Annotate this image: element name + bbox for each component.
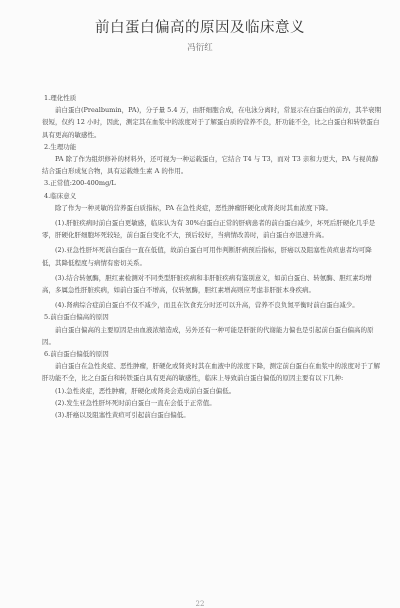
paragraph: 除了作为一种灵敏的营养蛋白质指标，PA 在急性炎症，恶性肿瘤肝硬化或肾炎时其血浓度下降。: [55, 203, 333, 212]
list-item: (2).发生亚急性肝坏死时前白蛋白一直在会低于正常值。: [55, 398, 216, 407]
list-item: (4).肾病综合症前白蛋白不仅不减少，而且在饮食充分时还可以升高，营养不良负氮平衡时前白蛋白减少。: [55, 301, 359, 310]
paragraph: 前白蛋白(Prealbumin，PA)，分子量 5.4 万，由肝细胞合成，在电泳分离时，常显示在白蛋白的前方，其半衰期很短，仅约 12 小时，因此，测定其在血浆中的浓度对于了解蛋白质的营养不良，肝功能不全，比之白蛋白和转铁蛋白具有更高的敏感性。: [42, 106, 382, 139]
list-item: (3).肝癌以及阻塞性黄疸可引起前白蛋白偏低。: [55, 411, 190, 420]
paragraph: 前白蛋白在急性炎症、恶性肿瘤，肝硬化或肾炎时其在血液中的浓度下降，测定前白蛋白在血浆中的浓度对于了解肝功能不全，比之白蛋白和转铁蛋白具有更高的敏感性，临床上导致前白蛋白偏低的原因主要有以下几种:: [42, 362, 380, 383]
list-item: (3).结合转氨酶，胆红素检测对不同类型肝脏疾病和非肝脏疾病有鉴别意义，如前白蛋白、转氨酶、胆红素均增高，多属急性肝脏疾病，如前白蛋白不增高，仅转氨酶，胆红素增高则应考虑非肝脏本身疾病。: [42, 273, 372, 295]
section-heading-normal-value: 3.正常值:200-400mg/L: [44, 179, 116, 188]
list-item: (2).亚急性肝坏死前白蛋白一直在低值，故前白蛋白可用作判断肝病预后指标，肝癌以及阻塞性黄疸患者均可降低，其降低程度与病情有密切关系。: [42, 246, 372, 267]
section-heading-function: 2.生理功能: [44, 142, 77, 151]
paragraph: PA 除了作为组织修补的材料外，还可视为一种运载蛋白，它结合 T4 与 T3，而对 T3 亲和力更大，PA 与视黄醇结合蛋白形成复合物，具有运载维生素 A 的作用。: [42, 155, 379, 176]
document-author: 冯衍红: [187, 43, 213, 53]
document-body: [42, 92, 384, 421]
paragraph: 前白蛋白偏高的主要原因是由血液浓缩造成，另外还有一种可能是肝脏的代谢能力偏也是引起前白蛋白偏高的原因。: [42, 325, 374, 346]
document-title: 前白蛋白偏高的原因及临床意义: [95, 20, 305, 36]
section-heading-low-causes: 6.前白蛋白偏低的原因: [44, 350, 109, 359]
list-item: (1).肝脏疾病时前白蛋白更敏感，临床认为有 30%白蛋白正常的肝病患者的前白蛋白减少，坏死后肝硬化几乎是零，肝硬化肝细胞坏死较轻，前白蛋白变化不大，预后较好，当病情改善时，前白蛋白亦迅速升高。: [42, 219, 376, 240]
page-number: 22: [195, 600, 205, 608]
section-heading-high-causes: 5.前白蛋白偏高的原因: [44, 313, 109, 322]
section-heading-clinical-significance: 4.临床意义: [44, 191, 77, 200]
section-heading-properties: 1.理化性质: [44, 94, 77, 102]
list-item: (1).急性炎症，恶性肿瘤，肝硬化或肾炎会造成前白蛋白偏低。: [55, 386, 236, 395]
